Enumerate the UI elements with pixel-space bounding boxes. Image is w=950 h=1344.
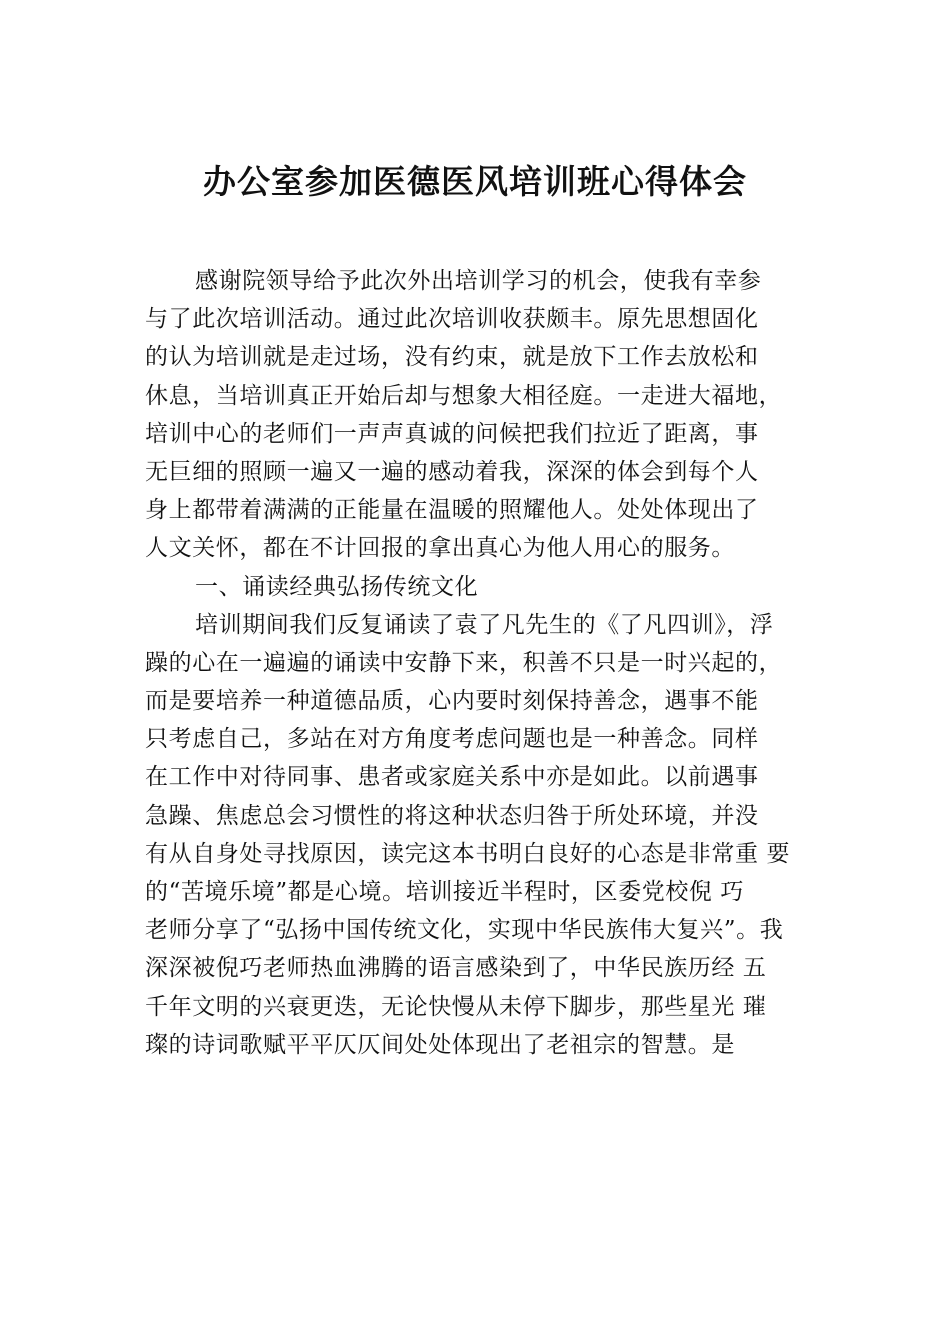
text-line: 人文关怀，都在不计回报的拿出真心为他人用心的服务。 bbox=[145, 535, 735, 562]
text-line: 身上都带着满满的正能量在温暖的照耀他人。处处体现出了 bbox=[145, 497, 759, 524]
text-line: 而是要培养一种道德品质，心内要时刻保持善念，遇事不能 bbox=[145, 688, 759, 715]
text-line: 只考虑自己，多站在对方角度考虑问题也是一种善念。同样 bbox=[145, 726, 759, 753]
text-line: 感谢院领导给予此次外出培训学习的机会，使我有幸参 bbox=[195, 268, 762, 294]
text-line: 一、诵读经典弘扬传统文化 bbox=[195, 573, 479, 600]
text-line: 有从自身处寻找原因，读完这本书明白良好的心态是非常重 要 bbox=[145, 840, 791, 867]
text-line: 休息，当培训真正开始后却与想象大相径庭。一走进大福地， bbox=[145, 382, 783, 409]
text-line: 千年文明的兴衰更迭，无论快慢从未停下脚步，那些星光 璀 bbox=[145, 993, 767, 1020]
document-body bbox=[145, 262, 835, 1064]
text-line: 老师分享了“弘扬中国传统文化，实现中华民族伟大复兴”。我 bbox=[145, 917, 784, 944]
text-line: 在工作中对待同事、患者或家庭关系中亦是如此。以前遇事 bbox=[145, 764, 759, 791]
text-line: 培训期间我们反复诵读了袁了凡先生的《了凡四训》，浮 bbox=[195, 611, 774, 638]
text-line: 的“苦境乐境”都是心境。培训接近半程时，区委党校倪 巧 bbox=[145, 879, 745, 905]
text-line: 深深被倪巧老师热血沸腾的语言感染到了，中华民族历经 五 bbox=[145, 955, 767, 982]
text-line: 的认为培训就是走过场，没有约束，就是放下工作去放松和 bbox=[145, 344, 759, 371]
text-line: 无巨细的照顾一遍又一遍的感动着我，深深的体会到每个人 bbox=[145, 458, 759, 485]
document-title: 办公室参加医德医风培训班心得体会 bbox=[203, 162, 747, 201]
text-line: 与了此次培训活动。通过此次培训收获颇丰。原先思想固化 bbox=[145, 306, 759, 333]
text-line: 培训中心的老师们一声声真诚的问候把我们拉近了距离，事 bbox=[145, 420, 759, 447]
text-line: 急躁、焦虑总会习惯性的将这种状态归咎于所处环境，并没 bbox=[145, 802, 759, 829]
text-line: 躁的心在一遍遍的诵读中安静下来，积善不只是一时兴起的， bbox=[145, 649, 783, 676]
text-line: 璨的诗词歌赋平平仄仄间处处体现出了老祖宗的智慧。是 bbox=[145, 1031, 735, 1058]
